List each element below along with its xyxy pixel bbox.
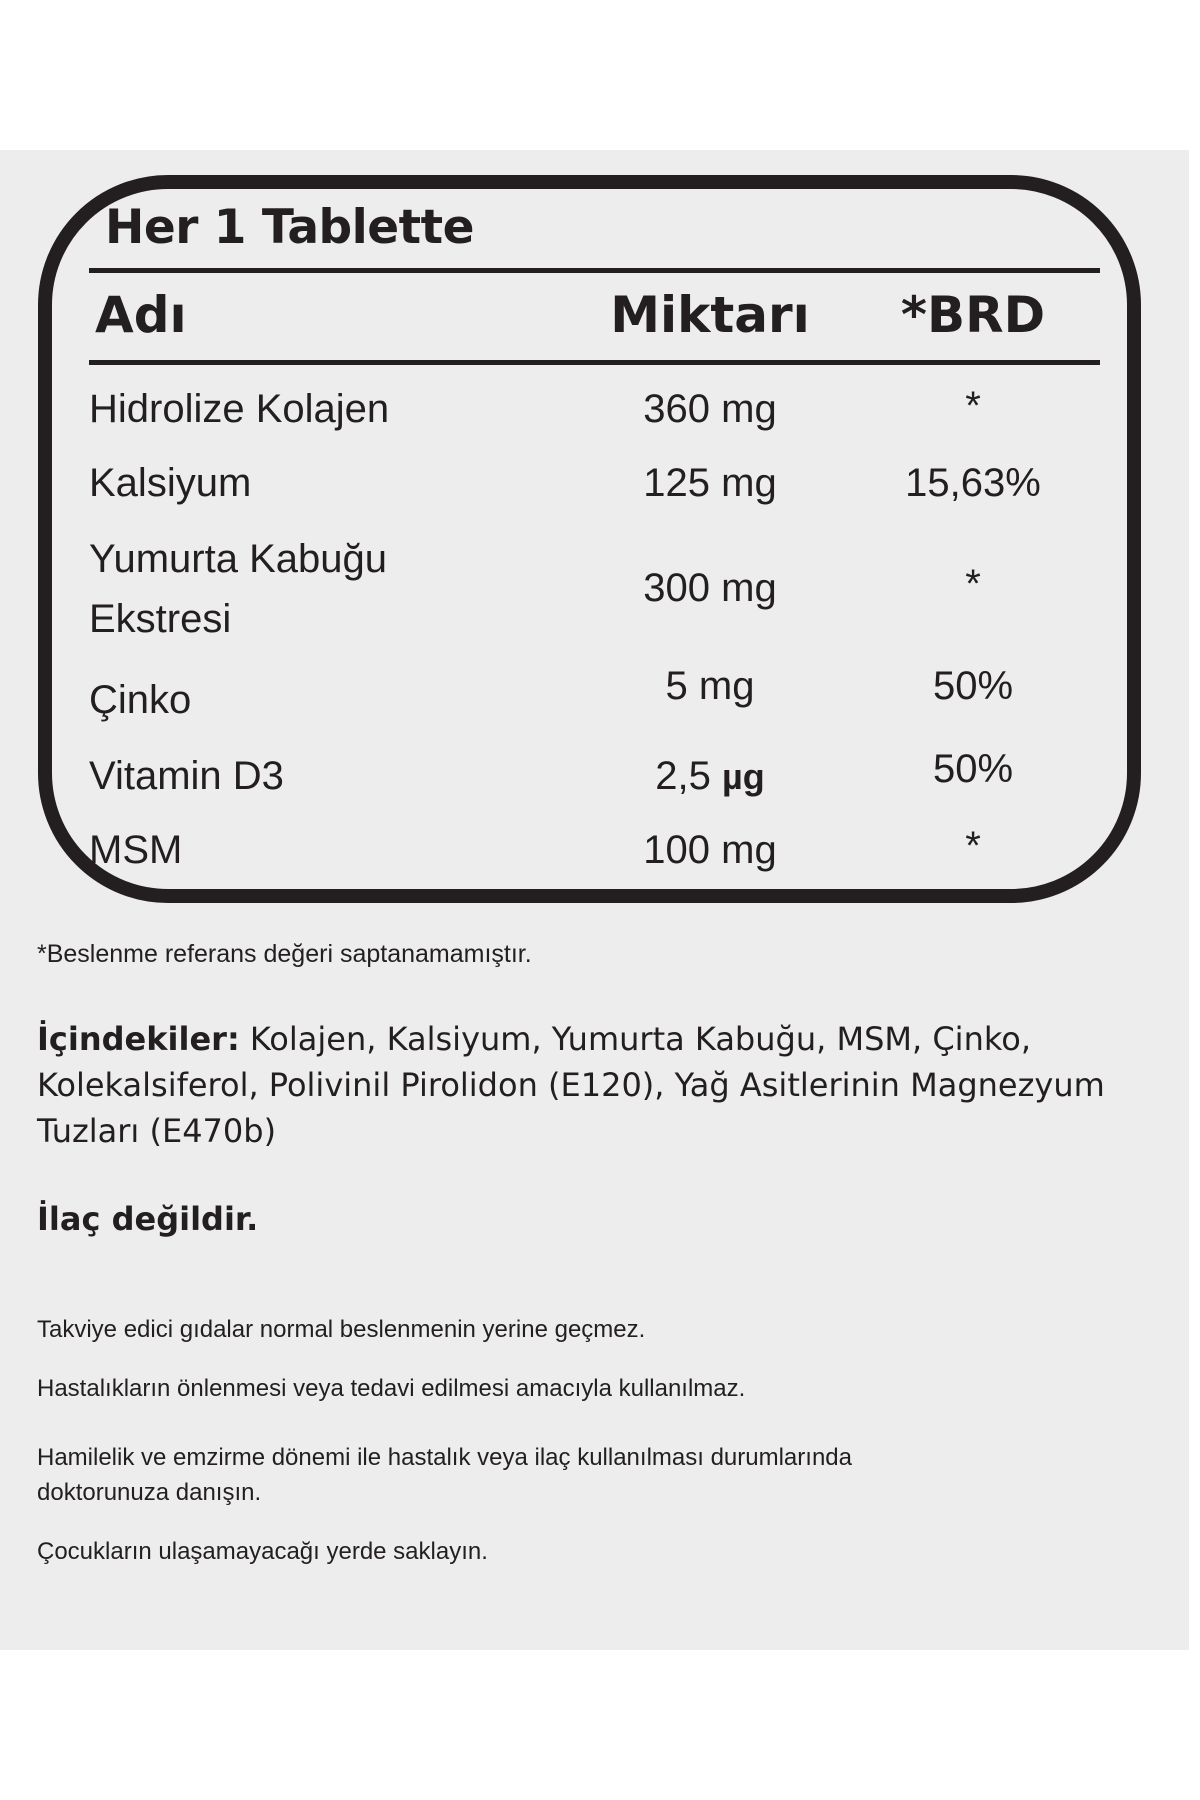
row-brd-yumurta: * bbox=[965, 562, 981, 606]
warning-4: Çocukların ulaşamayacağı yerde saklayın. bbox=[37, 1538, 488, 1565]
row-name-yumurta-line2: Ekstresi bbox=[89, 597, 232, 641]
row-name-msm: MSM bbox=[89, 828, 183, 872]
warning-3: Hamilelik ve emzirme dönemi ile hastalık veya ilaç kullanılması durumlarında doktorunuza danışın. bbox=[37, 1444, 852, 1506]
row-amount-vitamin-d3 bbox=[560, 750, 860, 802]
amount-unit: µg bbox=[722, 756, 765, 797]
amount-value: 2,5 bbox=[655, 754, 711, 798]
ingredients-label: İçindekiler: bbox=[37, 1020, 240, 1058]
ingredients-text bbox=[37, 1016, 1117, 1154]
header-brd: *BRD bbox=[900, 286, 1046, 344]
label-panel bbox=[0, 150, 1189, 1650]
header-amount: Miktarı bbox=[610, 286, 810, 344]
row-amount-msm: 100 mg bbox=[643, 828, 777, 872]
row-name-yumurta-line1: Yumurta Kabuğu bbox=[89, 537, 387, 581]
row-name-kalsiyum: Kalsiyum bbox=[89, 461, 252, 505]
ingredients-list: Kolajen, Kalsiyum, Yumurta Kabuğu, MSM, Çinko, Kolekalsiferol, Polivinil Pirolidon (E120), Yağ Asitlerinin Magnezyum Tuzları (E470b) bbox=[37, 1020, 1105, 1150]
row-brd-vitamin-d3: 50% bbox=[932, 747, 1014, 791]
row-brd-cinko: 50% bbox=[932, 664, 1014, 708]
not-drug-notice: İlaç değildir. bbox=[37, 1200, 259, 1238]
row-brd-msm: * bbox=[965, 824, 981, 868]
row-brd-kolajen: * bbox=[965, 384, 981, 428]
table-title: Her 1 Tablette bbox=[105, 200, 474, 255]
title-divider bbox=[89, 268, 1100, 273]
row-brd-kalsiyum: 15,63% bbox=[905, 461, 1041, 505]
row-name-kolajen: Hidrolize Kolajen bbox=[89, 387, 390, 431]
brd-footnote: *Beslenme referans değeri saptanamamıştır. bbox=[37, 940, 532, 968]
warning-2: Hastalıkların önlenmesi veya tedavi edilmesi amacıyla kullanılmaz. bbox=[37, 1375, 746, 1402]
header-name: Adı bbox=[95, 286, 187, 344]
row-amount-kolajen: 360 mg bbox=[643, 387, 777, 431]
row-name-cinko: Çinko bbox=[89, 678, 192, 722]
row-amount-cinko: 5 mg bbox=[665, 664, 755, 708]
header-divider bbox=[89, 360, 1100, 365]
warning-1: Takviye edici gıdalar normal beslenmenin yerine geçmez. bbox=[37, 1316, 646, 1343]
row-name-vitamin-d3: Vitamin D3 bbox=[89, 754, 284, 798]
row-amount-yumurta: 300 mg bbox=[643, 566, 777, 610]
row-amount-kalsiyum: 125 mg bbox=[643, 461, 777, 505]
